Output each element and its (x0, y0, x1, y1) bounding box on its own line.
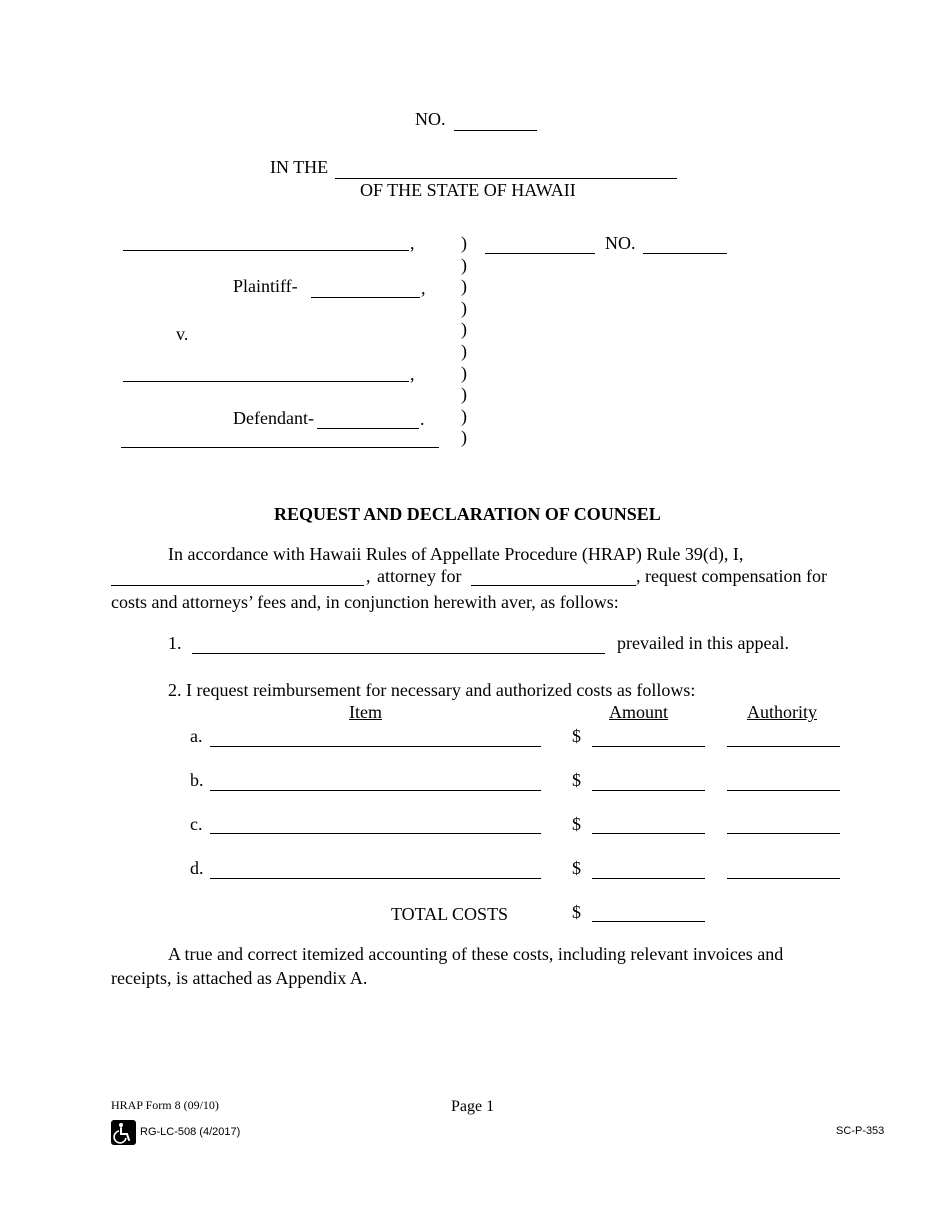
cost-authority-field[interactable] (727, 833, 840, 834)
sc-code: SC-P-353 (836, 1125, 885, 1137)
caption-paren: ) (461, 297, 467, 318)
cost-amount-field[interactable] (592, 790, 705, 791)
cost-row-letter: a. (190, 726, 203, 746)
plaintiff-name-comma: , (410, 233, 415, 253)
total-currency: $ (572, 902, 581, 922)
rg-code: RG-LC-508 (4/2017) (140, 1126, 241, 1138)
intro-attorney-for: attorney for (377, 566, 462, 586)
caption-paren: ) (461, 319, 467, 340)
court-prefix-label: IN THE (270, 157, 329, 177)
intro-line-3: costs and attorneys’ fees and, in conjunction herewith aver, as follows: (111, 592, 619, 612)
cost-item-field[interactable] (210, 878, 541, 879)
intro-comma: , (366, 566, 371, 586)
caption-paren: ) (461, 427, 467, 448)
cost-item-field[interactable] (210, 833, 541, 834)
cost-amount-field[interactable] (592, 746, 705, 747)
intro-request: , request compensation for (636, 566, 827, 586)
cost-currency: $ (572, 858, 581, 878)
court-name-field[interactable] (335, 178, 677, 179)
caption-paren: ) (461, 276, 467, 297)
cost-item-field[interactable] (210, 746, 541, 747)
defendant-name-field[interactable] (123, 381, 409, 382)
caption-paren: ) (461, 254, 467, 275)
caption-paren: ) (461, 233, 467, 253)
cost-row-letter: d. (190, 858, 204, 878)
defendant-label: Defendant- (233, 408, 314, 428)
item-1-number: 1. (168, 633, 182, 653)
item-2-text: 2. I request reimbursement for necessary and authorized costs as follows: (168, 680, 696, 700)
cost-authority-field[interactable] (727, 746, 840, 747)
total-costs-field[interactable] (592, 921, 705, 922)
page-number: Page 1 (451, 1098, 495, 1115)
column-header-authority: Authority (747, 702, 817, 722)
state-label: OF THE STATE OF HAWAII (360, 180, 576, 200)
cost-currency: $ (572, 726, 581, 746)
form-id: HRAP Form 8 (09/10) (111, 1098, 219, 1112)
versus-label: v. (176, 324, 189, 344)
cost-row-letter: b. (190, 770, 204, 790)
plaintiff-name-field[interactable] (123, 250, 409, 251)
cost-currency: $ (572, 814, 581, 834)
cost-authority-field[interactable] (727, 878, 840, 879)
case-number-label: NO. (415, 109, 446, 129)
cost-item-field[interactable] (210, 790, 541, 791)
cost-currency: $ (572, 770, 581, 790)
document-title: REQUEST AND DECLARATION OF COUNSEL (274, 504, 661, 524)
total-costs-label: TOTAL COSTS (391, 904, 509, 924)
plaintiff-role-field[interactable] (311, 297, 420, 298)
defendant-role-period: . (420, 409, 425, 429)
plaintiff-role-comma: , (421, 278, 426, 298)
cost-amount-field[interactable] (592, 833, 705, 834)
appeal-number-label: NO. (605, 233, 636, 253)
appeal-court-field[interactable] (485, 253, 595, 254)
caption-paren: ) (461, 384, 467, 405)
column-header-amount: Amount (609, 702, 669, 722)
caption-paren: ) (461, 340, 467, 361)
client-name-field[interactable] (471, 585, 636, 586)
case-number-field[interactable] (454, 130, 537, 131)
prevailing-party-field[interactable] (192, 653, 605, 654)
defendant-role-field[interactable] (317, 428, 419, 429)
closing-line-1: A true and correct itemized accounting of these costs, including relevant invoices and (168, 944, 784, 964)
plaintiff-label: Plaintiff- (233, 276, 298, 296)
cost-amount-field[interactable] (592, 878, 705, 879)
wheelchair-icon (111, 1120, 136, 1145)
item-1-text: prevailed in this appeal. (617, 633, 789, 653)
attorney-name-field[interactable] (111, 585, 364, 586)
cost-row-letter: c. (190, 814, 203, 834)
caption-extra-field[interactable] (121, 447, 439, 448)
cost-authority-field[interactable] (727, 790, 840, 791)
column-header-item: Item (349, 702, 382, 722)
defendant-name-comma: , (410, 364, 415, 384)
intro-line-1: In accordance with Hawaii Rules of Appellate Procedure (HRAP) Rule 39(d), I, (168, 544, 744, 564)
appeal-number-field[interactable] (643, 253, 727, 254)
caption-divider (461, 233, 467, 449)
caption-paren: ) (461, 405, 467, 426)
closing-line-2: receipts, is attached as Appendix A. (111, 968, 368, 988)
caption-paren: ) (461, 362, 467, 383)
